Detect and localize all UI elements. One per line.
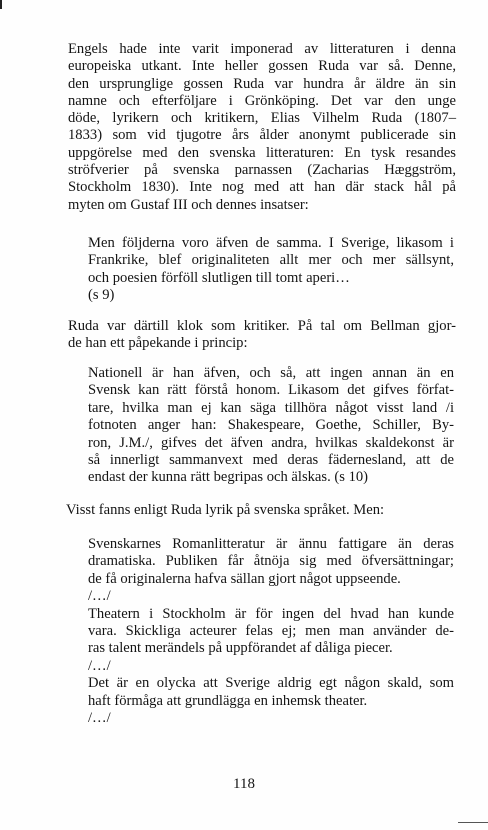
- quote-line: haft förmåga att grundlägga en inhemsk theater.: [88, 692, 368, 709]
- quote-line: och poesien förföll slutligen till tomt aperi…: [88, 269, 350, 286]
- text-line: Stockholm 1830). Inte nog med att han där stack hål på: [68, 179, 456, 196]
- block-quote-1: [88, 235, 454, 305]
- scan-mark-bottom-right: [458, 822, 488, 823]
- page-number: 118: [233, 776, 255, 792]
- quote-line: Men följderna voro äfven de samma. I Sverige, likasom i: [88, 235, 454, 251]
- quote-line: Frankrike, blef originaliteten allt mer och mer sällsynt,: [88, 252, 454, 269]
- paragraph-3: [66, 502, 458, 519]
- text-line: myten om Gustaf III och dennes insatser:: [68, 196, 309, 213]
- quote-line: endast der kunna rätt begripas och älskas. (s 10): [88, 469, 369, 486]
- text-line: döde, lyrikern och kritikern, Elias Vilhelm Ruda (1807–: [68, 110, 456, 127]
- text-line: 1833) som vid tjugotre års ålder anonymt publicerade sin: [68, 127, 456, 144]
- quote-citation: (s 9): [88, 287, 115, 304]
- text-line: ströfverier på svenska parnassen (Zacharias Hæggström,: [68, 162, 456, 179]
- text-line: den ursprunglige gossen Ruda var hundra år äldre än sin: [68, 75, 456, 92]
- quote-line: Theatern i Stockholm är för ingen del hvad han kunde: [88, 605, 454, 622]
- quote-line: ras talent merändels på uppförandet af dåliga piecer.: [88, 640, 393, 657]
- intro-paragraph: [68, 41, 456, 214]
- text-line: Visst fanns enligt Ruda lyrik på svenska språket. Men:: [66, 502, 385, 518]
- quote-line: så innerligt sammanvext med deras fädernesland, att de: [88, 452, 454, 469]
- ellipsis-marker: /…/: [88, 588, 111, 605]
- quote-line: dramatiska. Publiken får åtnöja sig med öfversättningar;: [88, 553, 454, 570]
- quote-line: de få originalerna hafva sällan gjort något uppseende.: [88, 570, 401, 587]
- text-line: Ruda var därtill klok som kritiker. På tal om Bellman gjor-: [68, 318, 456, 334]
- quote-line: Svenskarnes Romanlitteratur är ännu fattigare än deras: [88, 536, 454, 552]
- quote-line: Det är en olycka att Sverige aldrig egt någon skald, som: [88, 675, 454, 692]
- block-quote-2: [88, 365, 454, 487]
- quote-line: vara. Skickliga acteurer felas ej; men man använder de-: [88, 623, 454, 640]
- text-line: Engels hade inte varit imponerad av litteraturen i denna: [68, 41, 456, 57]
- paragraph-2: [68, 318, 456, 353]
- quote-line: ron, J.M./, gifves det äfven andra, hvilkas skaldekonst är: [88, 434, 454, 451]
- quote-line: Nationell är han äfven, och så, att ingen annan än en: [88, 365, 454, 381]
- text-line: europeiska utkant. Inte heller gossen Ruda var så. Denne,: [68, 58, 456, 75]
- scan-mark-top-left: [0, 0, 2, 9]
- quote-line: fotnoten anger han: Shakespeare, Goethe, Schiller, By-: [88, 417, 454, 434]
- text-line: namne och efterföljare i Grönköping. Det var den unge: [68, 92, 456, 109]
- quote-line: tare, hvilka man ej kan säga tillhöra något visst land /i: [88, 399, 454, 416]
- ellipsis-marker: /…/: [88, 710, 111, 727]
- ellipsis-marker: /…/: [88, 657, 111, 674]
- quote-line: Svensk kan rätt förstå honom. Likasom det gifves förfat-: [88, 382, 454, 399]
- text-line: uppgörelse med den svenska litteraturen: En tysk resandes: [68, 144, 456, 161]
- block-quote-3: [88, 536, 454, 727]
- text-line: de han ett påpekande i princip:: [68, 335, 248, 352]
